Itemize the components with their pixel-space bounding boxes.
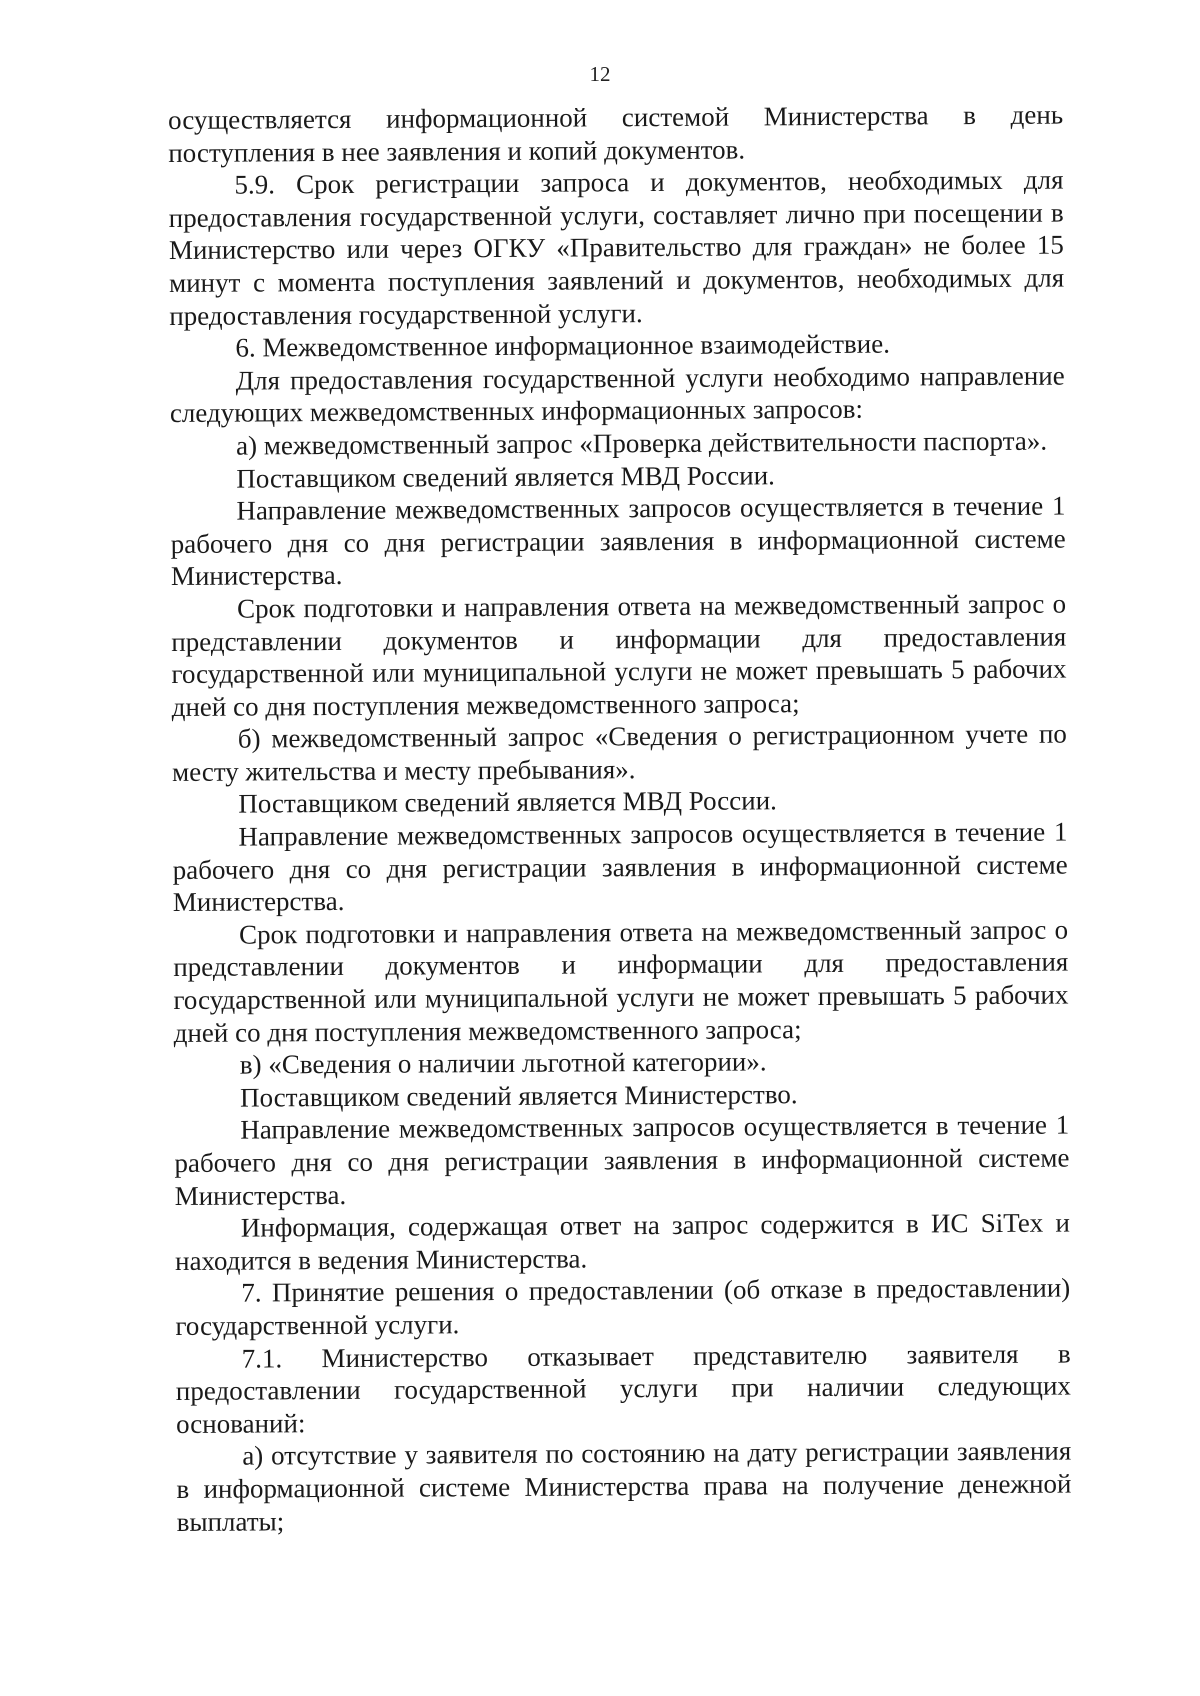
paragraph-continuation: осуществляется информационной системой Министерства в день поступления в нее заявления и копий документов. [168,99,1064,168]
paragraph: Направление межведомственных запросов осуществляется в течение 1 рабочего дня со дня регистрации заявления в информационной системе Министерства. [170,490,1066,592]
paragraph: Поставщиком сведений является МВД России. [236,459,775,494]
paragraph-5-9: 5.9. Срок регистрации запроса и документов, необходимых для предоставления государственной услуги, составляет лично при посещении в Министерство или через ОГКУ «Правительство для граждан» не более 15 минут с момента поступления заявлений и документов, необходимых для предоставления государственной услуги. [168,164,1065,331]
section-heading-6: 6. Межведомственное информационное взаимодействие. [235,328,890,363]
paragraph-7-1: 7.1. Министерство отказывает представителю заявителя в предоставлении государственной услуги при наличии следующих оснований: [175,1338,1071,1439]
paragraph: Срок подготовки и направления ответа на межведомственный запрос о представлении документов и информации для предоставления государственной или муниципальной услуги не может превышать 5 рабочих дней со дня поступления межведомственного запроса; [171,588,1067,722]
list-item-a: а) межведомственный запрос «Проверка действительности паспорта». [235,425,1048,461]
list-item-v: в) «Сведения о наличии льготной категории». [239,1046,767,1080]
list-item-b: б) межведомственный запрос «Сведения о регистрационном учете по месту жительства и месту пребывания». [171,718,1067,787]
document-body [168,99,1072,1539]
paragraph: Направление межведомственных запросов осуществляется в течение 1 рабочего дня со дня регистрации заявления в информационной системе Министерства. [172,816,1068,918]
section-heading-7: 7. Принятие решения о предоставлении (об отказе в предоставлении) государственной услуги. [175,1272,1071,1341]
paragraph: Для предоставления государственной услуги необходимо направление следующих межведомственных информационных запросов: [169,360,1065,429]
paragraph: Срок подготовки и направления ответа на межведомственный запрос о представлении документов и информации для предоставления государственной или муниципальной услуги не может превышать 5 рабочих дней со дня поступления межведомственного запроса; [173,914,1069,1048]
paragraph: Поставщиком сведений является МВД России. [238,785,777,820]
list-item-a: а) отсутствие у заявителя по состоянию на дату регистрации заявления в информационной системе Министерства права на получение денежной выплаты; [176,1435,1072,1537]
paragraph: Поставщиком сведений является Министерство. [239,1078,798,1113]
paragraph: Направление межведомственных запросов осуществляется в течение 1 рабочего дня со дня регистрации заявления в информационной системе Министерства. [174,1109,1070,1211]
paragraph: Информация, содержащая ответ на запрос содержится в ИС SiTex и находится в ведения Министерства. [174,1207,1070,1276]
page-number: 12 [589,62,611,86]
